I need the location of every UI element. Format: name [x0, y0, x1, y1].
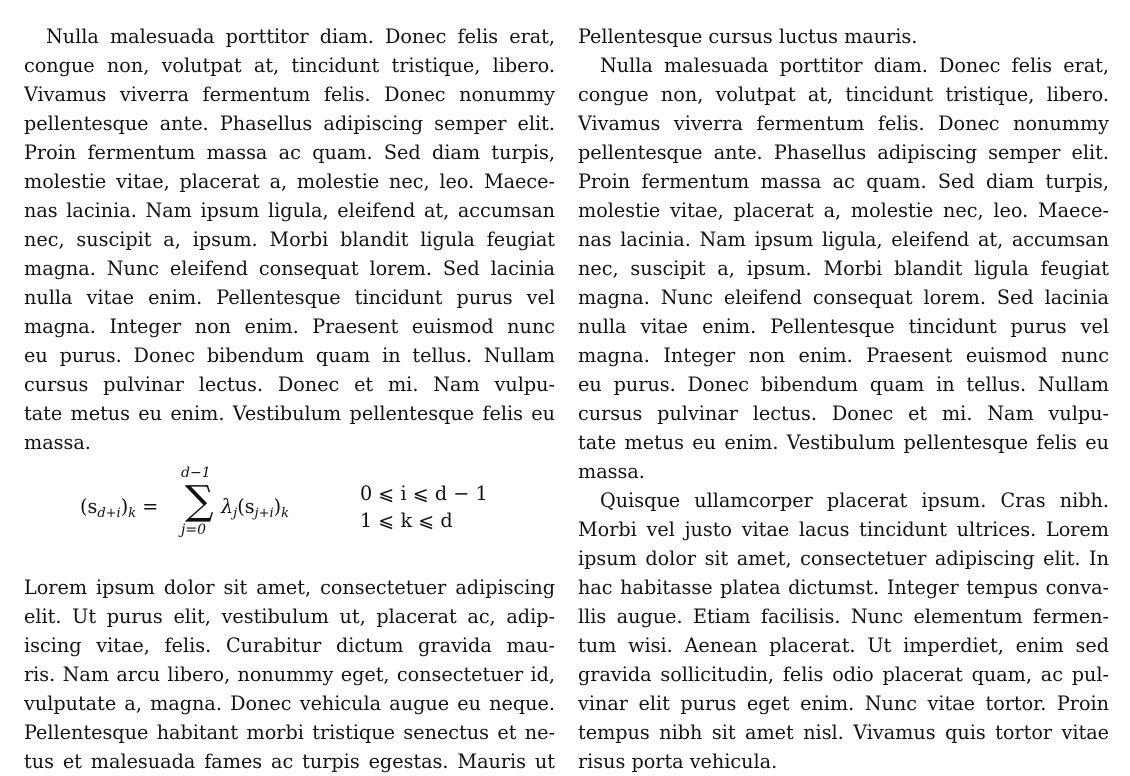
left-paragraph-2 — [24, 573, 555, 776]
text-line: congue non, volutpat at, tincidunt tristique, libero. — [24, 54, 555, 77]
text-line: Vivamus viverra fermentum felis. Donec nonummy — [578, 112, 1109, 135]
text-line: pellentesque ante. Phasellus adipiscing semper elit. — [24, 112, 555, 135]
text-line: Morbi vel justo vitae lacus tincidunt ultrices. Lorem — [578, 518, 1109, 541]
text-line: Vivamus viverra fermentum felis. Donec nonummy — [24, 83, 555, 106]
text-line: elit. Ut purus elit, vestibulum ut, placerat ac, adip- — [24, 605, 555, 628]
text-line: cursus pulvinar lectus. Donec et mi. Nam vulpu- — [578, 402, 1109, 425]
text-line: eu purus. Donec bibendum quam in tellus. Nullam — [578, 373, 1109, 396]
text-line: nulla vitae enim. Pellentesque tincidunt purus vel — [24, 286, 555, 309]
text-line: vinar elit purus eget enim. Nunc vitae tortor. Proin — [578, 692, 1109, 715]
right-paragraph-1 — [578, 51, 1109, 486]
text-line: magna. Nunc eleifend consequat lorem. Sed lacinia — [24, 257, 555, 280]
summation-symbol: ∑ — [185, 478, 214, 524]
text-line: llis augue. Etiam facilisis. Nunc elementum fermen- — [578, 605, 1109, 628]
text-line: Proin fermentum massa ac quam. Sed diam turpis, — [24, 141, 555, 164]
text-line: nec, suscipit a, ipsum. Morbi blandit ligula feugiat — [24, 228, 555, 251]
text-line: gravida sollicitudin, felis odio placerat quam, ac pul- — [578, 663, 1109, 686]
left-column — [24, 22, 555, 776]
text-line: Lorem ipsum dolor sit amet, consectetuer adipiscing — [24, 576, 555, 599]
right-paragraph-0 — [578, 22, 1109, 51]
text-line: tate metus eu enim. Vestibulum pellentesque felis eu — [578, 431, 1109, 454]
equation-lhs: $(s_{d+i})_k$ = — [80, 495, 159, 521]
text-line: Nulla malesuada porttitor diam. Donec felis erat, — [46, 25, 555, 48]
text-line: Pellentesque habitant morbi tristique senectus et ne- — [24, 721, 555, 744]
text-line: magna. Integer non enim. Praesent euismod nunc — [24, 315, 555, 338]
text-line: tus et malesuada fames ac turpis egestas. Mauris ut — [24, 750, 555, 773]
text-line: pellentesque ante. Phasellus adipiscing semper elit. — [578, 141, 1109, 164]
right-paragraph-2 — [578, 486, 1109, 776]
text-line: magna. Integer non enim. Praesent euismod nunc — [578, 344, 1109, 367]
text-line: molestie vitae, placerat a, molestie nec, leo. Maece- — [578, 199, 1109, 222]
text-line: Nulla malesuada porttitor diam. Donec felis erat, — [600, 54, 1109, 77]
text-line: iscing vitae, felis. Curabitur dictum gravida mau- — [24, 634, 555, 657]
text-line: Proin fermentum massa ac quam. Sed diam turpis, — [578, 170, 1109, 193]
text-line: tate metus eu enim. Vestibulum pellentesque felis eu — [24, 402, 555, 425]
text-line: nas lacinia. Nam ipsum ligula, eleifend at, accumsan — [24, 199, 555, 222]
text-line: tempus nibh sit amet nisl. Vivamus quis tortor vitae — [578, 721, 1109, 744]
text-line: nulla vitae enim. Pellentesque tincidunt purus vel — [578, 315, 1109, 338]
text-line: ipsum dolor sit amet, consectetuer adipiscing elit. In — [578, 547, 1109, 570]
text-line: ris. Nam arcu libero, nonummy eget, consectetuer id, — [24, 663, 555, 686]
sum-lower-limit: j=0 — [181, 522, 206, 538]
text-line: vulputate a, magna. Donec vehicula augue eu neque. — [24, 692, 555, 715]
text-line: hac habitasse platea dictumst. Integer tempus conva- — [578, 576, 1109, 599]
display-equation — [24, 465, 555, 563]
sum-upper-limit: d−1 — [181, 465, 211, 481]
left-paragraph-1 — [24, 22, 555, 457]
text-line: molestie vitae, placerat a, molestie nec, leo. Maece- — [24, 170, 555, 193]
text-line: Pellentesque cursus luctus mauris. — [578, 25, 918, 48]
text-line: magna. Nunc eleifend consequat lorem. Sed lacinia — [578, 286, 1109, 309]
text-line: nec, suscipit a, ipsum. Morbi blandit ligula feugiat — [578, 257, 1109, 280]
text-line: nas lacinia. Nam ipsum ligula, eleifend at, accumsan — [578, 228, 1109, 251]
text-line: congue non, volutpat at, tincidunt tristique, libero. — [578, 83, 1109, 106]
text-line: risus porta vehicula. — [578, 750, 778, 773]
equation-condition: 1 ⩽ k ⩽ d — [360, 509, 453, 532]
equation-rhs: $\lambda_j(s_{j+i})_k$ — [221, 495, 290, 521]
equation-condition: 0 ⩽ i ⩽ d − 1 — [360, 482, 488, 505]
text-line: Quisque ullamcorper placerat ipsum. Cras nibh. — [600, 489, 1109, 512]
text-line: cursus pulvinar lectus. Donec et mi. Nam vulpu- — [24, 373, 555, 396]
text-line: massa. — [24, 431, 91, 454]
right-column — [578, 22, 1109, 776]
text-line: eu purus. Donec bibendum quam in tellus. Nullam — [24, 344, 555, 367]
text-line: massa. — [578, 460, 645, 483]
text-line: tum wisi. Aenean placerat. Ut imperdiet, enim sed — [578, 634, 1109, 657]
